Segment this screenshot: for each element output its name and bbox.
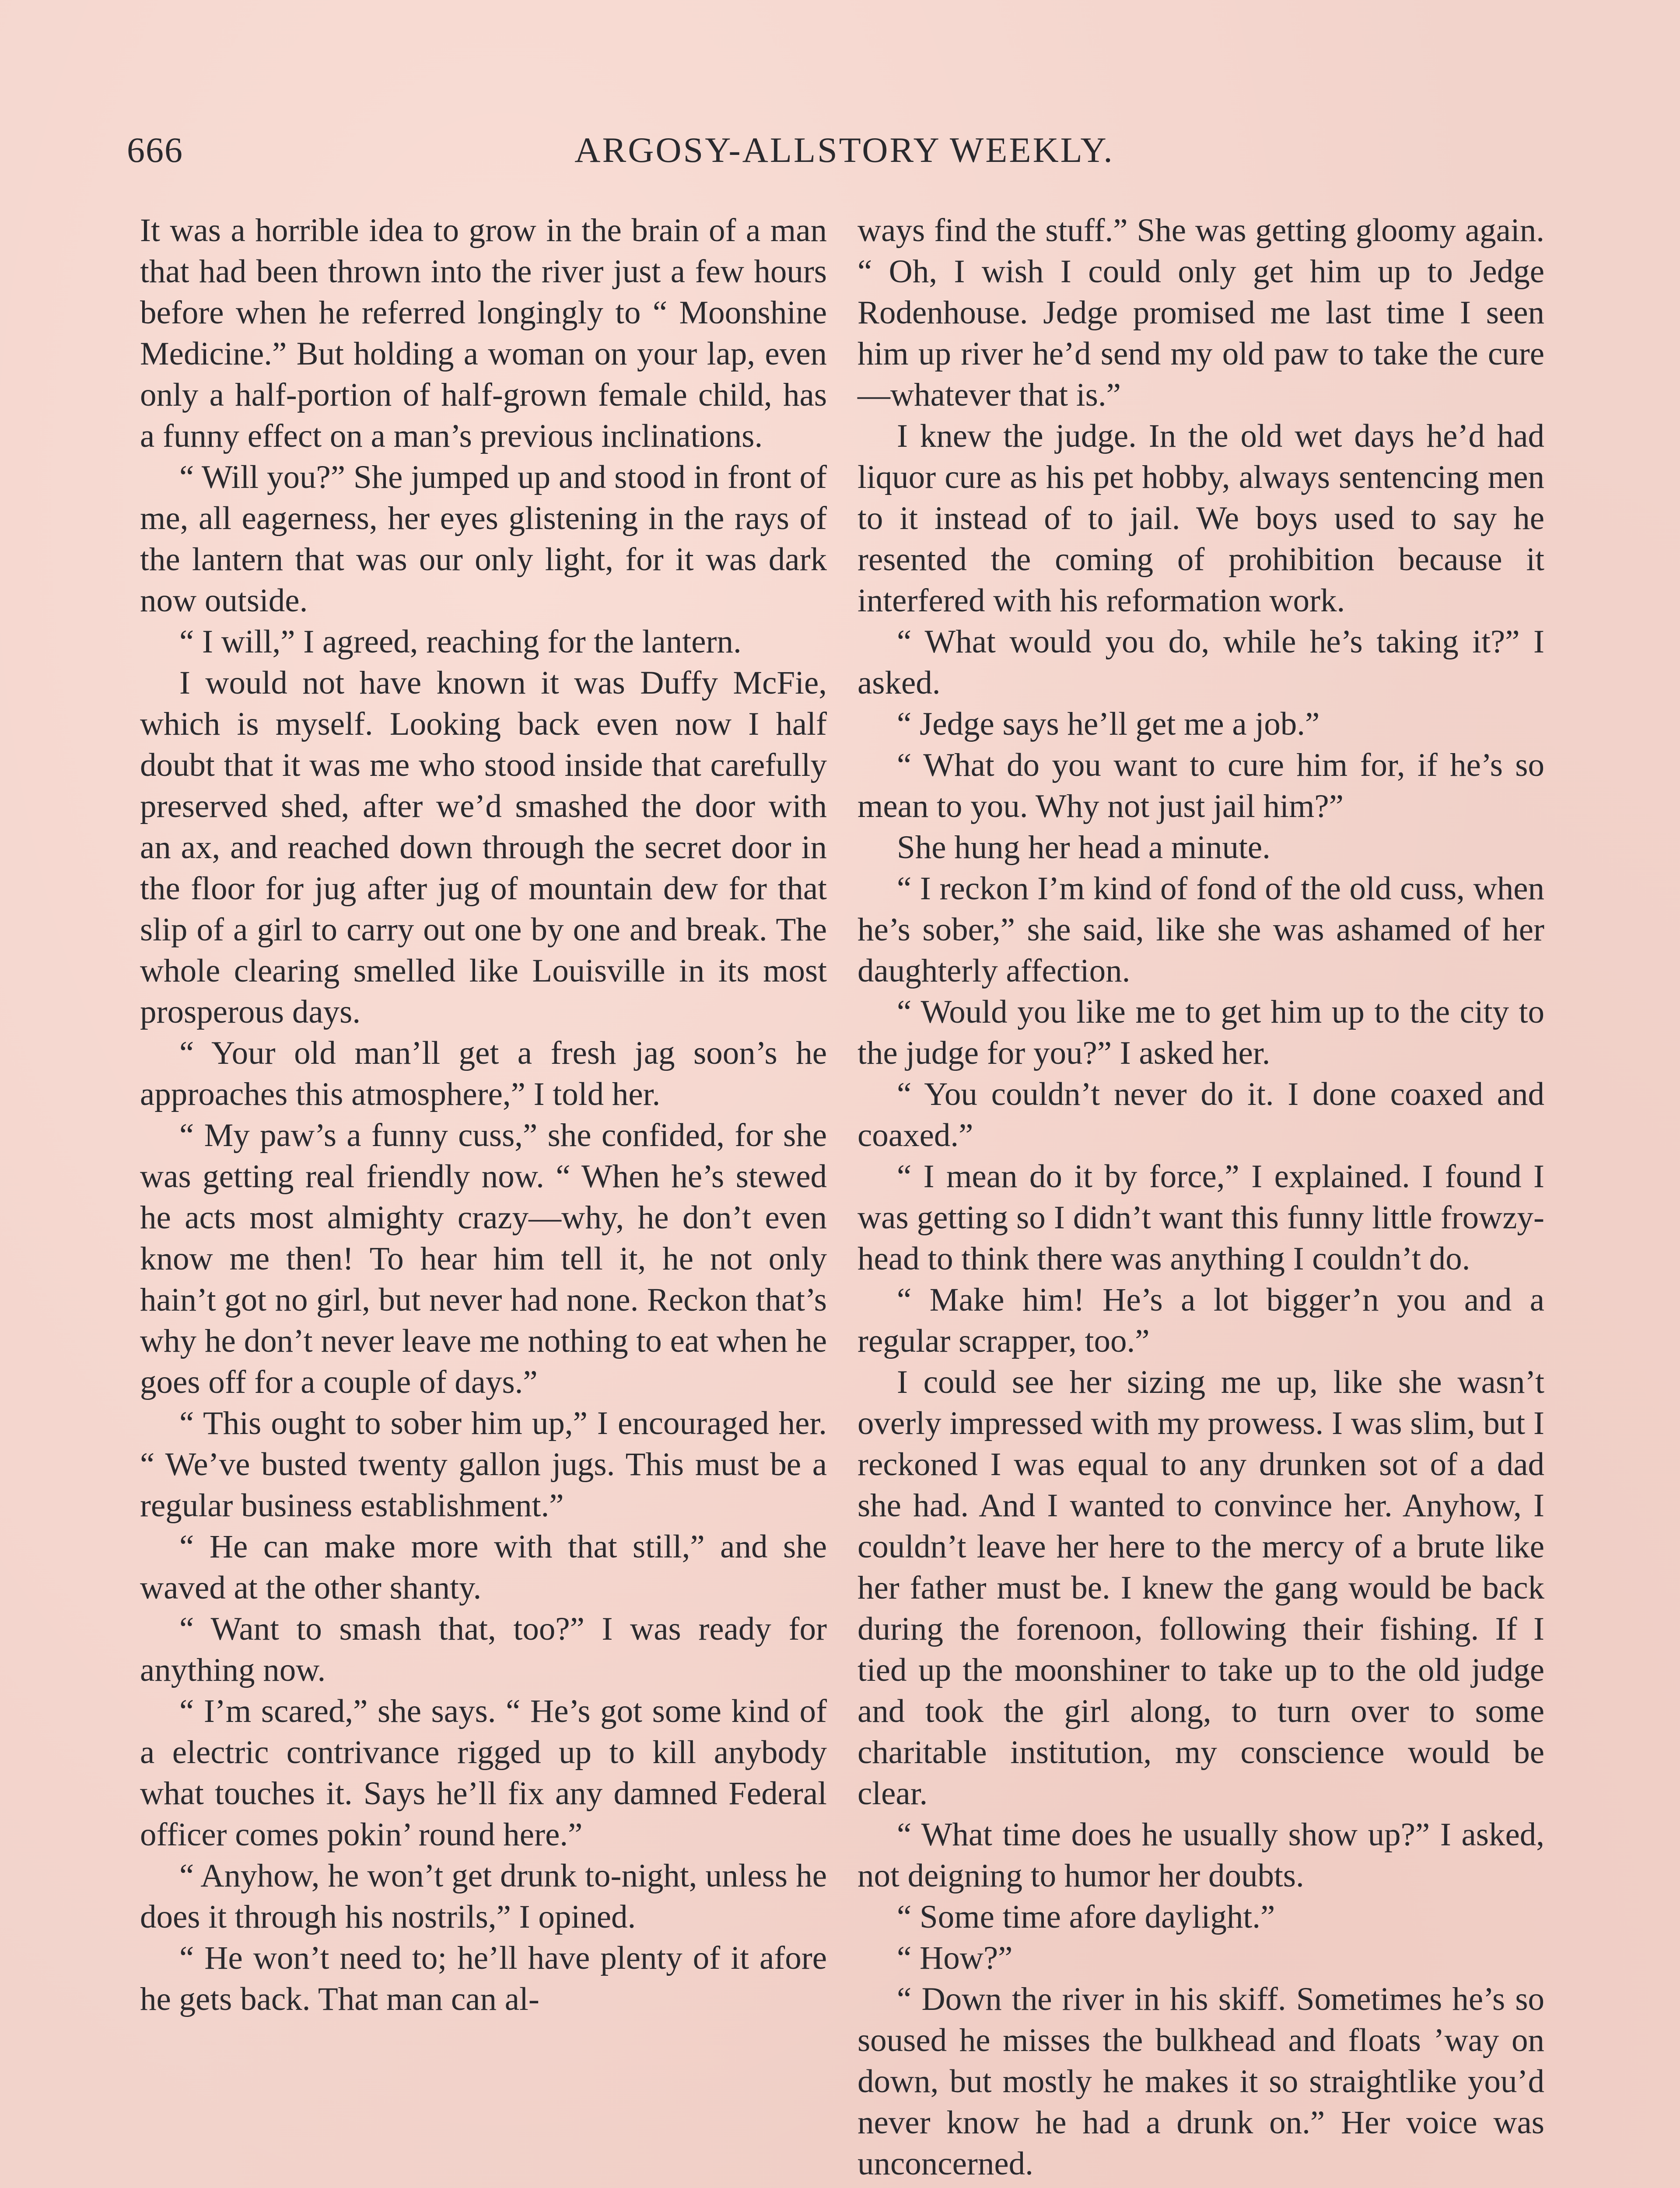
paragraph: “ Your old man’ll get a fresh jag soon’s he approaches this atmosphere,” I told her. — [140, 1035, 827, 1112]
paragraph: “ Will you?” She jumped up and stood in front of me, all eagerness, her eyes glistening in the rays of the lantern that was our only light, for it was dark now outside. — [140, 459, 827, 619]
paragraph: “ Make him! He’s a lot bigger’n you and a regular scrapper, too.” — [858, 1282, 1544, 1359]
paragraph: She hung her head a minute. — [897, 829, 1270, 866]
paragraph: “ Some time afore daylight.” — [897, 1899, 1275, 1935]
paragraph: “ What time does he usually show up?” I asked, not deigning to humor her doubts. — [858, 1816, 1544, 1894]
paragraph: “ You couldn’t never do it. I done coaxed and coaxed.” — [858, 1076, 1544, 1154]
left-column — [140, 210, 827, 2020]
paragraph: “ I’m scared,” she says. “ He’s got some kind of a electric contrivance rigged up to kill anybody what touches it. Says he’ll fix any damned Federal officer comes pokin’ round here.” — [140, 1693, 827, 1853]
running-head: ARGOSY-ALLSTORY WEEKLY. — [574, 130, 1114, 170]
paragraph: “ I reckon I’m kind of fond of the old cuss, when he’s sober,” she said, like she was ashamed of her daughterly affection. — [858, 870, 1544, 989]
paragraph: “ Want to smash that, too?” I was ready for anything now. — [140, 1611, 827, 1688]
paragraph: “ I will,” I agreed, reaching for the lantern. — [179, 624, 742, 660]
paragraph: “ Would you like me to get him up to the city to the judge for you?” I asked her. — [858, 994, 1544, 1071]
paragraph: It was a horrible idea to grow in the brain of a man that had been thrown into the river just a few hours before when he referred longingly to “ Moonshine Medicine.” But holding a woman on your lap, even only a half-portion of half-grown female child, has a funny effect on a man’s previous inclinations. — [140, 212, 827, 454]
paragraph: “ Anyhow, he won’t get drunk to-night, unless he does it through his nostrils,” I opined. — [140, 1858, 827, 1935]
paragraph: I knew the judge. In the old wet days he’d had liquor cure as his pet hobby, always sentencing men to it instead of to jail. We boys used to say he resented the coming of prohibition because it interfered with his reformation work. — [858, 418, 1544, 619]
paragraph: “ What would you do, while he’s taking it?” I asked. — [858, 624, 1544, 701]
paragraph: ways find the stuff.” She was getting gloomy again. “ Oh, I wish I could only get him up to Jedge Rodenhouse. Jedge promised me last time I seen him up river he’d send my old paw to take the cure—whatever that is.” — [858, 212, 1544, 413]
paragraph: “ My paw’s a funny cuss,” she confided, for she was getting real friendly now. “ When he’s stewed he acts most almighty crazy—why, he don’t even know me then! To hear him tell it, he not only hain’t got no girl, but never had none. Reckon that’s why he don’t never leave me nothing to eat when he goes off for a couple of days.” — [140, 1117, 827, 1400]
paragraph: “ He won’t need to; he’ll have plenty of it afore he gets back. That man can al- — [140, 1940, 827, 2017]
paragraph: I would not have known it was Duffy McFie, which is myself. Looking back even now I half doubt that it was me who stood inside that carefully preserved shed, after we’d smashed the door with an ax, and reached down through the secret door in the floor for jug after jug of mountain dew for that slip of a girl to carry out one by one and break. The whole clearing smelled like Louisville in its most prosperous days. — [140, 665, 827, 1030]
paragraph: I could see her sizing me up, like she wasn’t overly impressed with my prowess. I was slim, but I reckoned I was equal to any drunken sot of a dad she had. And I wanted to convince her. Anyhow, I couldn’t leave her here to the mercy of a brute like her father must be. I knew the gang would be back during the forenoon, following their fishing. If I tied up the moonshiner to take up to the old judge and took the girl along, to turn over to some charitable institution, my conscience would be clear. — [858, 1364, 1544, 1812]
paragraph: “ He can make more with that still,” and she waved at the other shanty. — [140, 1529, 827, 1606]
paragraph: “ How?” — [897, 1940, 1013, 1976]
page-number: 666 — [127, 130, 183, 170]
paragraph: “ What do you want to cure him for, if he’s so mean to you. Why not just jail him?” — [858, 747, 1544, 824]
paragraph: “ Down the river in his skiff. Sometimes he’s so soused he misses the bulkhead and floats ’way on down, but mostly he makes it so straightlike you’d never know he had a drunk on.” Her voice was unconcerned. — [858, 1981, 1544, 2182]
paragraph: “ This ought to sober him up,” I encouraged her. “ We’ve busted twenty gallon jugs. This must be a regular business establishment.” — [140, 1405, 827, 1524]
paragraph: “ I mean do it by force,” I explained. I found I was getting so I didn’t want this funny little frowzy-head to think there was anything I couldn’t do. — [858, 1158, 1544, 1277]
right-column — [858, 210, 1544, 2184]
paragraph: “ Jedge says he’ll get me a job.” — [897, 706, 1320, 742]
